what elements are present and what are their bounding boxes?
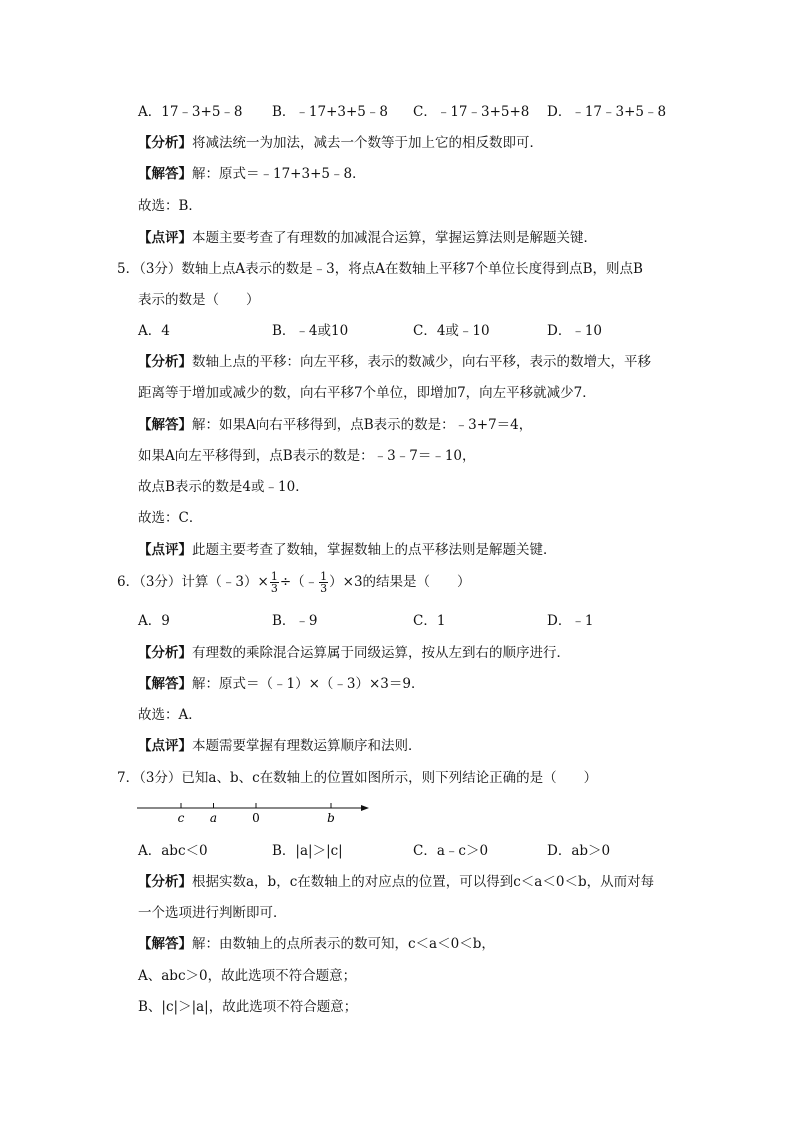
analysis-text: 根据实数a，b，c在数轴上的对应点的位置，可以得到c＜a＜0＜b，从而对每 — [192, 874, 655, 890]
q7-option-d: D．ab＞0 — [547, 843, 611, 859]
q7-solution-line1 — [138, 934, 495, 954]
q6-option-a: A．9 — [138, 613, 170, 629]
q6-stem — [117, 571, 471, 594]
stem-prefix: 6．（3分）计算（﹣3）× — [117, 574, 269, 590]
fraction-numerator: 1 — [270, 570, 278, 583]
q6-option-d: D．﹣1 — [547, 613, 594, 629]
solution-tag: 【解答】 — [138, 417, 192, 433]
analysis-text: 数轴上点的平移：向左平移，表示的数减少，向右平移，表示的数增大，平移 — [192, 354, 651, 370]
comment-text: 本题主要考查了有理数的加减混合运算，掌握运算法则是解题关键． — [192, 230, 597, 246]
q4-comment — [138, 228, 597, 248]
q5-option-c: C．4或﹣10 — [413, 323, 490, 339]
q5-solution-line1 — [138, 415, 532, 435]
fraction-one-third — [270, 571, 279, 594]
q5-solution-line3: 故点B表示的数是4或﹣10． — [138, 479, 309, 495]
q4-analysis — [138, 133, 543, 153]
q5-option-b: B．﹣4或10 — [272, 323, 349, 339]
q6-analysis — [138, 643, 570, 663]
q7-solution-line2: A、abc＞0，故此选项不符合题意； — [138, 968, 357, 984]
stem-mid: ÷（﹣ — [279, 574, 319, 590]
q4-choice: 故选：B． — [138, 198, 202, 214]
comment-text: 此题主要考查了数轴，掌握数轴上的点平移法则是解题关键． — [192, 542, 557, 558]
solution-tag: 【解答】 — [138, 676, 192, 692]
analysis-tag: 【分析】 — [138, 354, 192, 370]
q5-analysis-line2: 距离等于增加或减少的数，向右平移7个单位，即增加7，向左平移就减少7． — [138, 385, 596, 401]
q7-option-b: B．|a|＞|c| — [272, 843, 343, 859]
q5-option-a: A．4 — [138, 323, 170, 339]
fraction-denominator: 3 — [320, 582, 328, 595]
q6-option-b: B．﹣9 — [272, 613, 318, 629]
q5-stem-line2: 表示的数是（ ） — [138, 292, 260, 308]
stem-suffix: ）×3的结果是（ ） — [329, 574, 471, 590]
number-line-figure — [135, 796, 375, 828]
number-line-label-c: c — [177, 811, 185, 825]
q7-option-c: C．a﹣c＞0 — [413, 843, 489, 859]
solution-text: 解：原式＝﹣17+3+5﹣8． — [192, 166, 366, 182]
q7-stem: 7．（3分）已知a、b、c在数轴上的位置如图所示，则下列结论正确的是（ ） — [117, 770, 598, 786]
q5-stem-line1: 5．（3分）数轴上点A表示的数是﹣3，将点A在数轴上平移7个单位长度得到点B，则点B — [117, 261, 643, 277]
q4-solution — [138, 164, 366, 184]
q4-option-c: C．﹣17﹣3+5+8 — [413, 104, 530, 120]
comment-tag: 【点评】 — [138, 738, 192, 754]
solution-tag: 【解答】 — [138, 166, 192, 182]
q4-option-a: A．17﹣3+5﹣8 — [138, 104, 243, 120]
fraction-denominator: 3 — [270, 582, 278, 595]
q5-analysis-line1 — [138, 352, 651, 372]
q5-comment — [138, 540, 557, 560]
fraction-numerator: 1 — [320, 570, 328, 583]
number-line-label-0: 0 — [252, 811, 260, 825]
q5-choice: 故选：C． — [138, 510, 203, 526]
solution-text: 解：由数轴上的点所表示的数可知，c＜a＜0＜b， — [192, 936, 495, 952]
arrow-right-icon — [361, 805, 369, 811]
number-line-label-b: b — [327, 811, 335, 825]
comment-tag: 【点评】 — [138, 230, 192, 246]
analysis-text: 将减法统一为加法，减去一个数等于加上它的相反数即可． — [192, 135, 543, 151]
q4-option-b: B．﹣17+3+5﹣8 — [272, 104, 388, 120]
solution-text: 解：原式＝（﹣1）×（﹣3）×3＝9． — [192, 676, 425, 692]
comment-tag: 【点评】 — [138, 542, 192, 558]
analysis-text: 有理数的乘除混合运算属于同级运算，按从左到右的顺序进行． — [192, 645, 570, 661]
q6-solution — [138, 674, 424, 694]
solution-text: 解：如果A向右平移得到，点B表示的数是：﹣3+7＝4， — [192, 417, 533, 433]
q5-solution-line2: 如果A向左平移得到，点B表示的数是：﹣3﹣7＝﹣10， — [138, 448, 476, 464]
q4-option-d: D．﹣17﹣3+5﹣8 — [547, 104, 667, 120]
q7-analysis-line2: 一个选项进行判断即可． — [138, 905, 287, 921]
analysis-tag: 【分析】 — [138, 874, 192, 890]
q6-choice: 故选：A． — [138, 707, 202, 723]
q5-option-d: D．﹣10 — [547, 323, 603, 339]
q6-comment — [138, 736, 422, 756]
q6-option-c: C．1 — [413, 613, 446, 629]
fraction-one-third-2 — [319, 571, 328, 594]
q7-option-a: A．abc＜0 — [138, 843, 208, 859]
q7-solution-line3: B、|c|＞|a|，故此选项不符合题意； — [138, 999, 358, 1015]
number-line-label-a: a — [209, 811, 218, 825]
solution-tag: 【解答】 — [138, 936, 192, 952]
comment-text: 本题需要掌握有理数运算顺序和法则． — [192, 738, 422, 754]
analysis-tag: 【分析】 — [138, 645, 192, 661]
analysis-tag: 【分析】 — [138, 135, 192, 151]
q7-analysis-line1 — [138, 872, 654, 892]
